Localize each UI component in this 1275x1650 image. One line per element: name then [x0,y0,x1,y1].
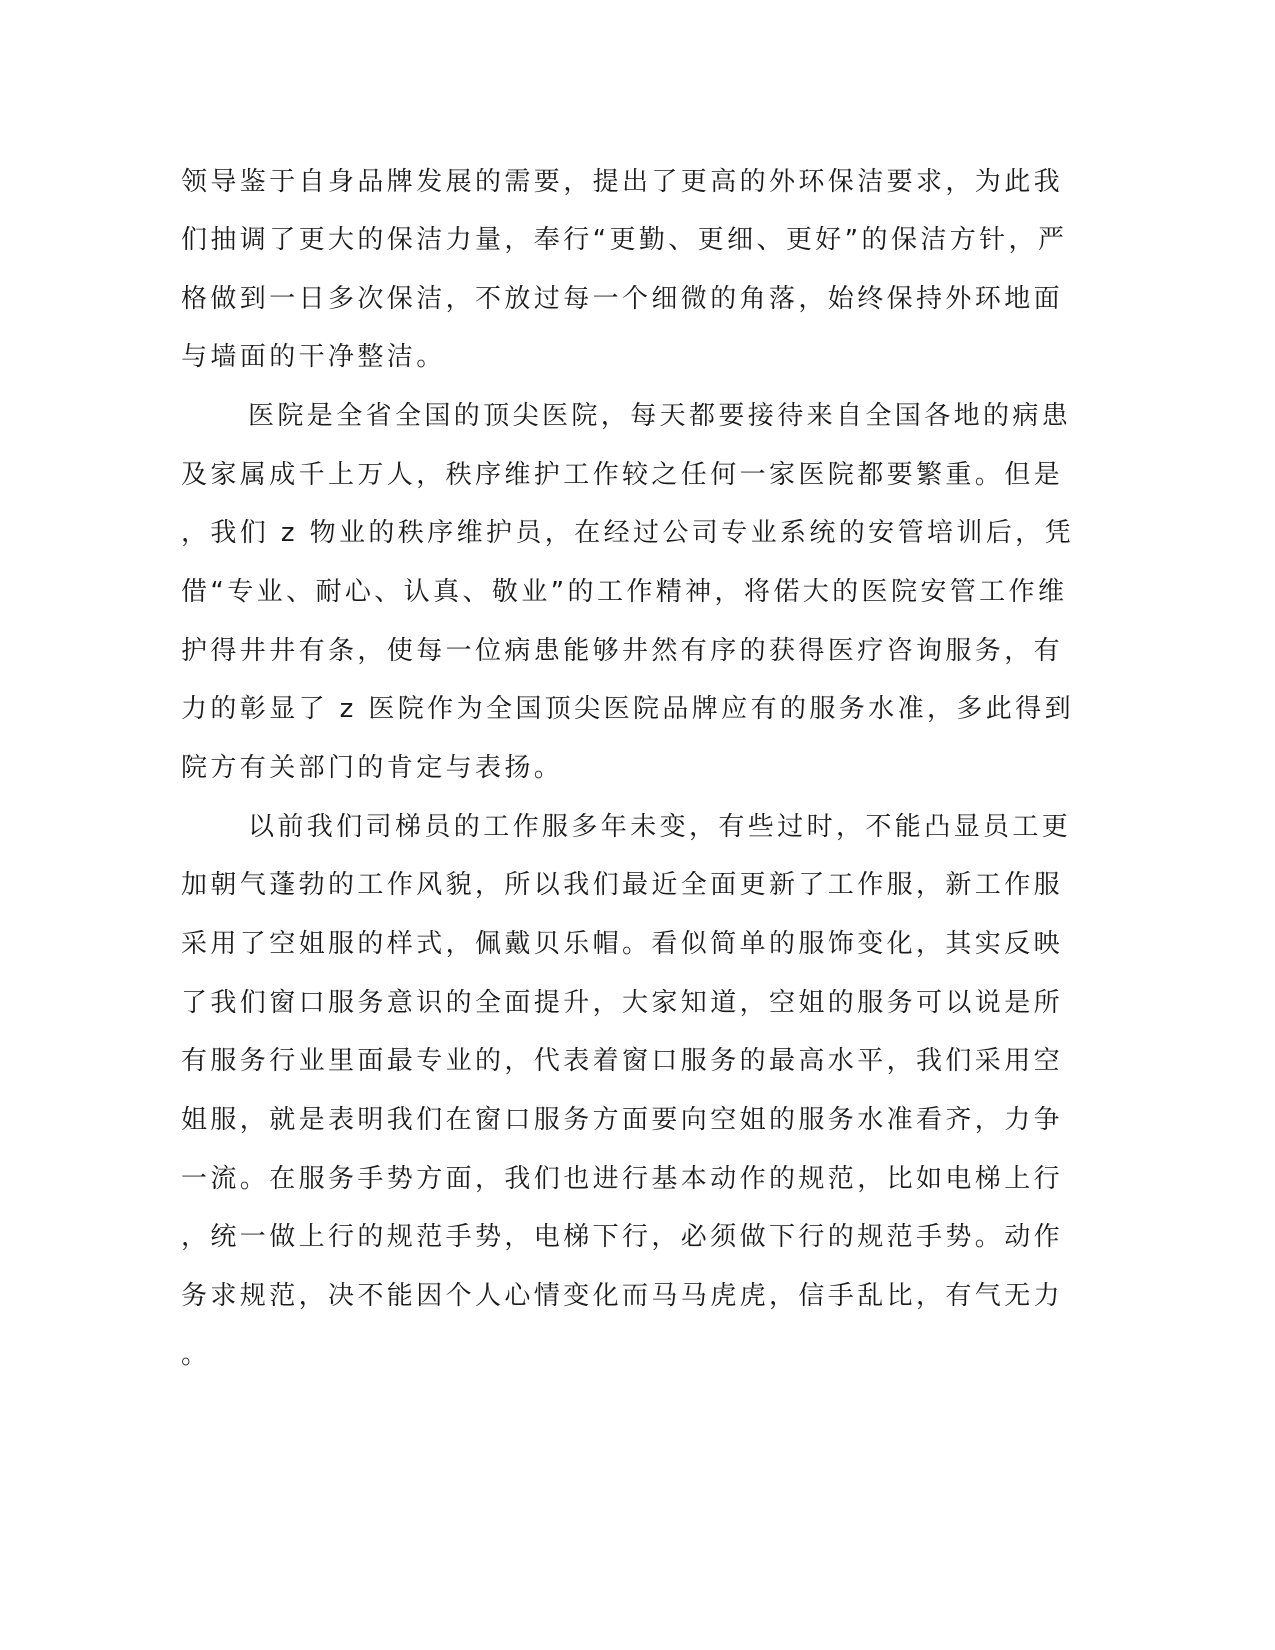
paragraph-line: 姐服，就是表明我们在窗口服务方面要向空姐的服务水准看齐，力争 [181,1105,1064,1135]
paragraph-line: 加朝气蓬勃的工作风貌，所以我们最近全面更新了工作服，新工作服 [181,870,1064,900]
paragraph-line: 及家属成千上万人，秩序维护工作较之任何一家医院都要繁重。但是 [181,460,1064,490]
paragraph-line: 力的彰显了 z 医院作为全国顶尖医院品牌应有的服务水准，多此得到 [181,694,1074,724]
paragraph-line: ，统一做上行的规范手势，电梯下行，必须做下行的规范手势。动作 [181,1222,1064,1252]
paragraph-line: 借“专业、耐心、认真、敬业”的工作精神，将偌大的医院安管工作维 [181,577,1068,607]
paragraph-line: 格做到一日多次保洁，不放过每一个细微的角落，始终保持外环地面 [181,284,1064,314]
paragraph-line: 有服务行业里面最专业的，代表着窗口服务的最高水平，我们采用空 [181,1046,1064,1076]
paragraph-line: 护得井井有条，使每一位病患能够井然有序的获得医疗咨询服务，有 [181,636,1064,666]
paragraph-first-line: 以前我们司梯员的工作服多年未变，有些过时，不能凸显员工更 [248,812,1072,842]
paragraph-line: 们抽调了更大的保洁力量，奉行“更勤、更细、更好”的保洁方针，严 [181,225,1068,255]
paragraph-line: 。 [181,1340,211,1370]
paragraph-first-line: 医院是全省全国的顶尖医院，每天都要接待来自全国各地的病患 [248,401,1072,431]
paragraph-line: 院方有关部门的肯定与表扬。 [181,753,564,783]
paragraph-line: 采用了空姐服的样式，佩戴贝乐帽。看似简单的服饰变化，其实反映 [181,929,1064,959]
paragraph-line: 与墙面的干净整洁。 [181,342,446,372]
paragraph-line: 务求规范，决不能因个人心情变化而马马虎虎，信手乱比，有气无力 [181,1281,1064,1311]
paragraph-line: 领导鉴于自身品牌发展的需要，提出了更高的外环保洁要求，为此我 [181,167,1064,197]
paragraph-line: 一流。在服务手势方面，我们也进行基本动作的规范，比如电梯上行 [181,1164,1064,1194]
paragraph-line: ，我们 z 物业的秩序维护员，在经过公司专业系统的安管培训后，凭 [181,518,1074,548]
paragraph-line: 了我们窗口服务意识的全面提升，大家知道，空姐的服务可以说是所 [181,988,1064,1018]
